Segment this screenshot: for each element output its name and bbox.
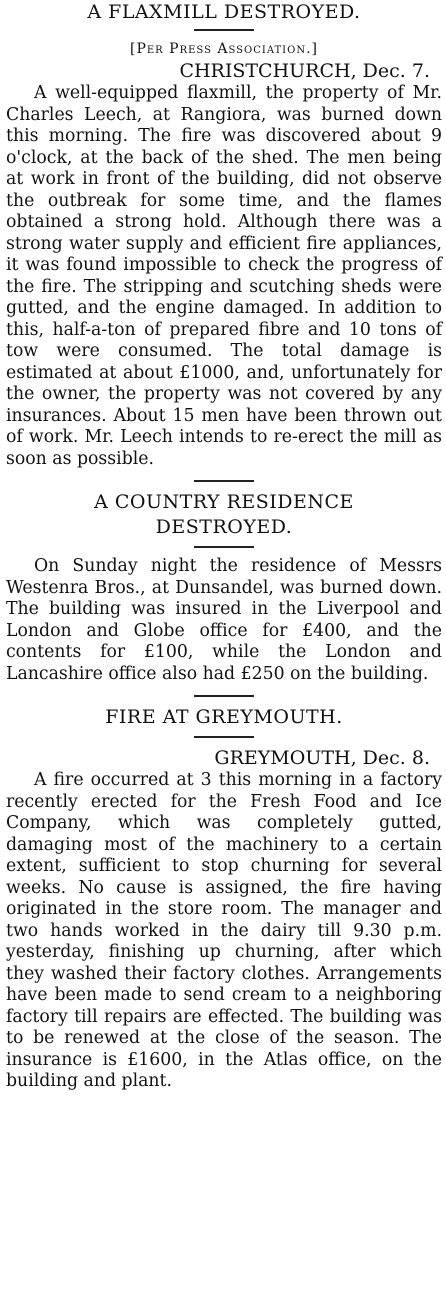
article-body-greymouth: A fire occurred at 3 this morning in a factory recently erected for the Fresh Food and Ice Company, which was completely gutted, damaging most of the machinery to a certain extent, sufficient to stop churning for several weeks. No cause is assigned, the fire having originated in the store room. The manager and two hands worked in the dairy till 9.30 p.m. yesterday, finishing up churning, after which they washed their factory clothes. Arrangements have been made to send cream to a neighboring factory till repairs are effected. The building was to be renewed at the close of the season. The insurance is £1600, in the Atlas office, on the building and plant. — [6, 770, 442, 1091]
divider-rule — [194, 29, 254, 31]
article-body-residence: On Sunday night the residence of Messrs Westenra Bros., at Dunsandel, was burned down. The building was insured in the Liverpool and London and Globe office for £400, and the contents for £100, while the London and Lancashire office also had £250 on the building. — [6, 556, 442, 684]
source-credit: [Per Press Association.] — [130, 41, 318, 57]
headline-flaxmill: A FLAXMILL DESTROYED. — [87, 1, 361, 23]
headline-residence-line1: A COUNTRY RESIDENCE — [94, 491, 354, 513]
divider-rule — [194, 546, 254, 548]
divider-rule — [194, 695, 254, 697]
dateline-christchurch: CHRISTCHURCH, Dec. 7. — [179, 60, 430, 82]
divider-rule — [194, 736, 254, 738]
headline-greymouth: FIRE AT GREYMOUTH. — [105, 706, 343, 728]
headline-residence-line2: DESTROYED. — [155, 516, 293, 538]
dateline-greymouth: GREYMOUTH, Dec. 8. — [214, 747, 430, 769]
divider-rule — [194, 480, 254, 482]
article-body-flaxmill: A well-equipped flaxmill, the property of Mr. Charles Leech, at Rangiora, was burned down this morning. The fire was discovered about 9 o'clock, at the back of the shed. The men being at work in front of the building, did not observe the outbreak for some time, and the flames obtained a strong hold. Although there was a strong water supply and efficient fire appliances, it was found impossible to check the progress of the fire. The stripping and scutching sheds were gutted, and the engine damaged. In addition to this, half-a-ton of prepared fibre and 10 tons of tow were consumed. The total damage is estimated at about £1000, and, unfortunately for the owner, the property was not covered by any insurances. About 15 men have been thrown out of work. Mr. Leech intends to re-erect the mill as soon as possible. — [6, 83, 442, 469]
